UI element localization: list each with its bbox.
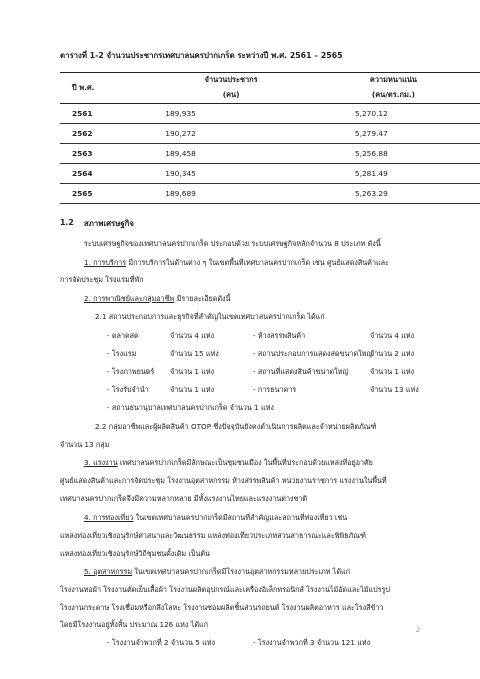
- list-item: - ห้างสรรพสินค้า: [253, 331, 306, 340]
- list-item-count: จำนวน 1 แห่ง: [170, 367, 215, 376]
- list-item-count: จำนวน 1 แห่ง: [370, 367, 415, 376]
- industry-line4: โดยมีโรงงานอยู่ทั้งสิ้น ประมาณ 126 แห่ง ได้แก่: [60, 620, 208, 629]
- list-item-count: จำนวน 15 แห่ง: [170, 349, 219, 358]
- tourism-line3: แหล่งท่องเที่ยวเชิงอนุรักษ์วิถีชุมชนดั้งเดิม เป็นต้น: [60, 549, 210, 558]
- table-row: [60, 124, 480, 144]
- list-item: - โรงภาพยนตร์: [107, 367, 155, 376]
- commerce-text: มีรายละเอียดดังนี้: [176, 294, 231, 303]
- header-year: ปี พ.ศ.: [60, 73, 155, 104]
- tourism-text: ในเขตเทศบาลนครปากเกร็ดมีสถานที่สำคัญและสถานที่ท่องเที่ยว เช่น: [135, 513, 348, 522]
- factory-type-3: - โรงงานจำพวกที่ 3 จำนวน 121 แห่ง: [253, 638, 371, 647]
- population-table: [60, 72, 480, 204]
- labor-line3: เทศบาลนครปากเกร็ดจึงมีความหลากหลาย มีทั้งแรงงานไทยและแรงงานต่างชาติ: [60, 494, 308, 503]
- labor-label: 3. แรงงาน: [84, 458, 118, 467]
- list-item-count: จำนวน 4 แห่ง: [170, 331, 215, 340]
- tourism-label: 4. การท่องเที่ยว: [84, 513, 134, 522]
- list-item: - โรงรับจำนำ: [107, 385, 149, 394]
- list-item: - ตลาดสด: [107, 331, 139, 340]
- header-population: จำนวนประชากร: [155, 73, 307, 88]
- cell-population: 190,272: [155, 124, 307, 144]
- paragraph-industry: [84, 567, 350, 578]
- section-title: สภาพเศรษฐกิจ: [84, 219, 134, 228]
- cell-density: 5,270.12: [307, 104, 480, 124]
- cell-density: 5,263.29: [307, 184, 480, 204]
- table-header-row: [60, 73, 480, 88]
- header-population-unit: (คน): [155, 87, 307, 104]
- commerce-label: 2. การพาณิชย์และกลุ่มอาชีพ: [84, 294, 175, 303]
- industry-label: 5. อุตสาหกรรม: [84, 567, 133, 576]
- paragraph-labor: [84, 458, 373, 469]
- services-line2: การจัดประชุม โรงแรมที่พัก: [60, 275, 144, 284]
- list-item-count: จำนวน 2 แห่ง: [370, 349, 415, 358]
- labor-text: เทศบาลนครปากเกร็ดมีลักษณะเป็นชุมชนเมือง ในพื้นที่ประกอบด้วยแหล่งที่อยู่อาศัย: [119, 458, 373, 467]
- cell-population: 189,935: [155, 104, 307, 124]
- subsection-2-2: 2.2 กลุ่มอาชีพและผู้ผลิตสินค้า OTOP ซึ่งปัจจุบันยังคงดำเนินการผลิตและจำหน่ายผลิตภัณฑ์: [95, 422, 377, 431]
- table-row: [60, 144, 480, 164]
- paragraph-tourism: [84, 513, 347, 524]
- section-intro: ระบบเศรษฐกิจของเทศบาลนครปากเกร็ด ประกอบด้วย ระบบเศรษฐกิจหลักจำนวน 8 ประเภท ดังนี้: [84, 239, 381, 248]
- list-item-count: จำนวน 4 แห่ง: [370, 331, 415, 340]
- cell-year: 2562: [60, 124, 155, 144]
- tourism-line2: แหล่งท่องเที่ยวเชิงอนุรักษ์ศาสนาและวัฒนธรรม แหล่งท่องเที่ยวประเภทสวนสาธารณะและพิพิธภัณฑ์: [60, 531, 366, 540]
- header-density: ความหนาแน่น: [307, 73, 480, 88]
- list-item-count: จำนวน 13 แห่ง: [370, 385, 419, 394]
- table-row: [60, 104, 480, 124]
- cell-population: 189,689: [155, 184, 307, 204]
- paragraph-commerce: [84, 294, 230, 305]
- list-item: - โรงแรม: [107, 349, 137, 358]
- cell-year: 2564: [60, 164, 155, 184]
- list-item: - สถานที่แสดงสินค้าขนาดใหญ่: [253, 367, 349, 376]
- table-title: ตารางที่ 1-2 จำนวนประชากรเทศบาลนครปากเกร็ด ระหว่างปี พ.ศ. 2561 – 2565: [60, 51, 343, 60]
- cell-year: 2565: [60, 184, 155, 204]
- labor-line2: ศูนย์แสดงสินค้าและการจัดประชุม โรงงานอุตสาหกรรม ห้างสรรพสินค้า หน่วยงานราชการ แรงงานในพื้นที่: [60, 476, 387, 485]
- section-number: 1.2: [60, 218, 74, 227]
- cell-density: 5,281.49: [307, 164, 480, 184]
- services-label: 1. การบริการ: [84, 258, 127, 267]
- cell-density: 5,279.47: [307, 124, 480, 144]
- subsection-2-2-line2: จำนวน 13 กลุ่ม: [60, 440, 110, 449]
- page-number: 2: [416, 627, 420, 634]
- table-row: [60, 164, 480, 184]
- paragraph-services: [84, 258, 389, 269]
- factory-type-2: - โรงงานจำพวกที่ 2 จำนวน 5 แห่ง: [107, 638, 215, 647]
- subsection-2-1: 2.1 สถานประกอบการและธุรกิจที่สำคัญในเขตเทศบาลนครปากเกร็ด ได้แก่: [95, 312, 325, 321]
- services-text: มีการบริการในด้านต่าง ๆ ในเขตพื้นที่เทศบาลนครปากเกร็ด เช่น ศูนย์แสดงสินค้าและ: [128, 258, 389, 267]
- cell-year: 2563: [60, 144, 155, 164]
- table-row: [60, 184, 480, 204]
- cell-population: 190,345: [155, 164, 307, 184]
- list-item-count: จำนวน 1 แห่ง: [170, 385, 215, 394]
- cell-population: 189,458: [155, 144, 307, 164]
- list-item-pawnshop: - สถานธนานุบาลเทศบาลนครปากเกร็ด จำนวน 1 แห่ง: [107, 403, 274, 412]
- industry-line3: โรงงานกระดาษ โรงเชื่อมหรือกลึงโลหะ โรงงานซ่อมผลิตชิ้นส่วนรถยนต์ โรงงานผลิตอาหาร และโรงสีข้าว: [60, 603, 384, 612]
- cell-year: 2561: [60, 104, 155, 124]
- header-density-unit: (คน/ตร.กม.): [307, 87, 480, 104]
- cell-density: 5,256.88: [307, 144, 480, 164]
- industry-line2: โรงงานทอผ้า โรงงานตัดเย็บเสื้อผ้า โรงงานผลิตอุปกรณ์และเครื่องอิเล็กทรอนิกส์ โรงงานไม้อัดและไม้แปรรูป: [60, 585, 390, 594]
- list-item: - การธนาคาร: [253, 385, 297, 394]
- list-item: - สถานประกอบการแสดงสดขนาดใหญ่: [253, 349, 373, 358]
- industry-text: ในเขตเทศบาลนครปากเกร็ดมีโรงงานอุตสาหกรรมหลายประเภท ได้แก่: [134, 567, 351, 576]
